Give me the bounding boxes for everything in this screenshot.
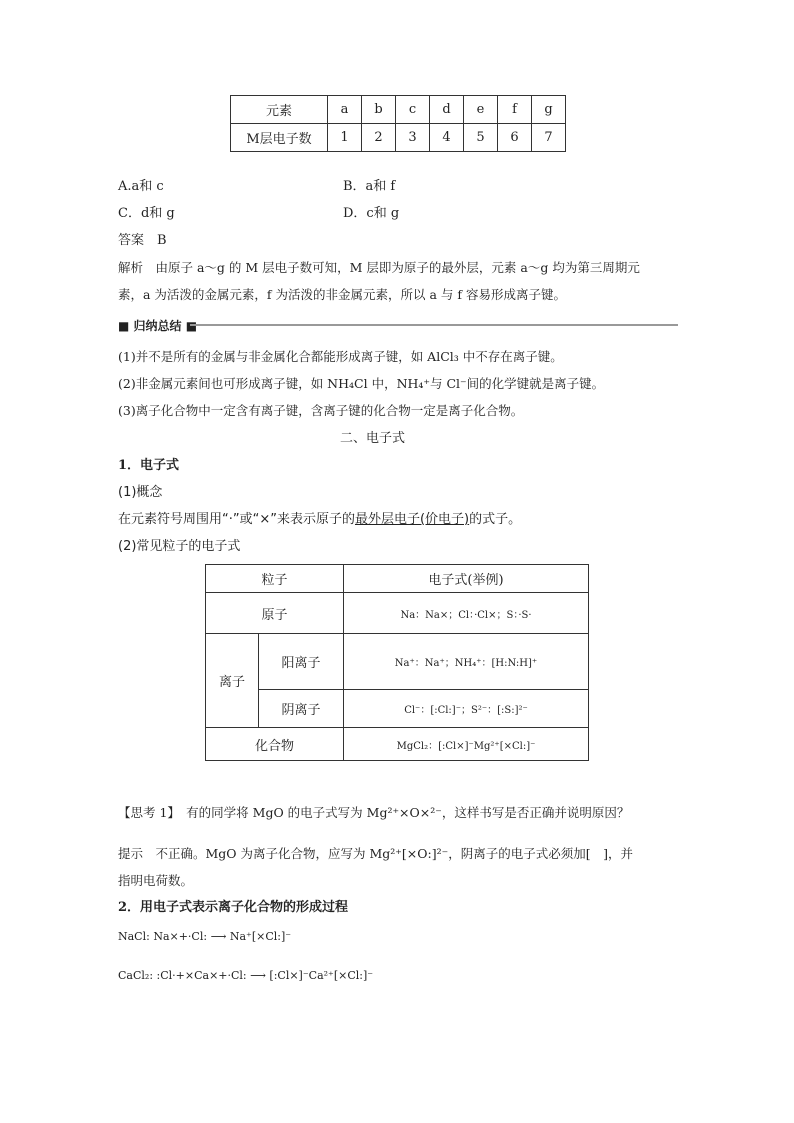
summary-item-1: (1)并不是所有的金属与非金属化合都能形成离子键，如 AlCl₃ 中不存在离子键。 [118,349,563,364]
electron-cell: 1 [328,124,362,152]
table-row [206,593,589,634]
header-particle: 粒子 [206,565,344,593]
summary-header [118,317,678,331]
cation-label: 阳离子 [259,634,344,690]
element-cell: c [396,96,430,124]
table-row [206,565,589,593]
concept-text-post: 的式子。 [469,512,522,527]
subsection-2-title: 2．用电子式表示离子化合物的形成过程 [118,900,349,915]
header-formula: 电子式(举例) [344,565,589,593]
analysis-line-2: 素，a 为活泼的金属元素，f 为活泼的非金属元素，所以 a 与 f 容易形成离子键。 [118,287,566,302]
option-c: C．d和 g [118,206,175,221]
think-1: 【思考 1】 有的同学将 MgO 的电子式写为 Mg²⁺×O×²⁻，这样书写是否正确并说明原因？ [118,805,630,820]
answer: 答案 B [118,233,167,248]
table-row [231,124,566,152]
concept-text [118,511,521,529]
compound-formula: MgCl₂：[:Cl×]⁻Mg²⁺[×Cl:]⁻ [344,728,589,761]
electron-cell: 6 [498,124,532,152]
section-title: 二、电子式 [340,431,406,446]
electron-cell: 4 [430,124,464,152]
element-cell: d [430,96,464,124]
element-cell: g [532,96,566,124]
summary-title: ■ 归纳总结 ■ [118,319,198,333]
atom-formula: Na：Na×；Cl：·Cl×；S：·S· [344,593,589,634]
summary-item-2: (2)非金属元素间也可形成离子键，如 NH₄Cl 中，NH₄⁺与 Cl⁻间的化学键就是离子键。 [118,376,605,391]
element-cell: f [498,96,532,124]
concept-text-pre: 在元素符号周围用“·”或“×”来表示原子的 [118,512,355,527]
element-cell: a [328,96,362,124]
common-label: (2)常见粒子的电子式 [118,539,241,554]
subsection-1-title: 1．电子式 [118,458,180,473]
option-d: D．c和 g [343,206,400,221]
element-cell: e [464,96,498,124]
option-a: A.a和 c [118,179,164,194]
anion-formula: Cl⁻：[:Cl:]⁻；S²⁻：[:S:]²⁻ [344,690,589,728]
concept-label: (1)概念 [118,485,163,500]
ion-label: 离子 [206,634,259,728]
electron-cell: 3 [396,124,430,152]
summary-item-3: (3)离子化合物中一定含有离子键，含离子键的化合物一定是离子化合物。 [118,403,524,418]
table-row [231,96,566,124]
table-row [206,690,589,728]
nacl-process: NaCl: Na×+·Cl: ⟶ Na⁺[×Cl:]⁻ [118,930,292,943]
row-header-elements: 元素 [231,96,328,124]
concept-text-underlined: 最外层电子(价电子) [354,512,470,527]
atom-label: 原子 [206,593,344,634]
cation-formula: Na⁺：Na⁺；NH₄⁺：[H:N:H]⁺ [344,634,589,690]
cacl2-process: CaCl₂: :Cl·+×Ca×+·Cl: ⟶ [:Cl×]⁻Ca²⁺[×Cl:]⁻ [118,969,374,982]
electron-cell: 5 [464,124,498,152]
particle-table [205,564,589,761]
table-row [206,728,589,761]
hint-line-2: 指明电荷数。 [118,873,194,888]
m-layer-table [230,95,566,152]
option-b: B．a和 f [343,179,396,194]
table-row [206,634,589,690]
compound-label: 化合物 [206,728,344,761]
summary-rule [190,324,678,326]
element-cell: b [362,96,396,124]
hint-line-1: 提示 不正确。MgO 为离子化合物，应写为 Mg²⁺[×O:]²⁻，阴离子的电子式必须加[ ]，并 [118,846,633,861]
electron-cell: 7 [532,124,566,152]
anion-label: 阴离子 [259,690,344,728]
row-header-electrons: M层电子数 [231,124,328,152]
analysis-line-1: 解析 由原子 a～g 的 M 层电子数可知，M 层即为原子的最外层，元素 a～g 均为第三周期元 [118,260,640,275]
electron-cell: 2 [362,124,396,152]
